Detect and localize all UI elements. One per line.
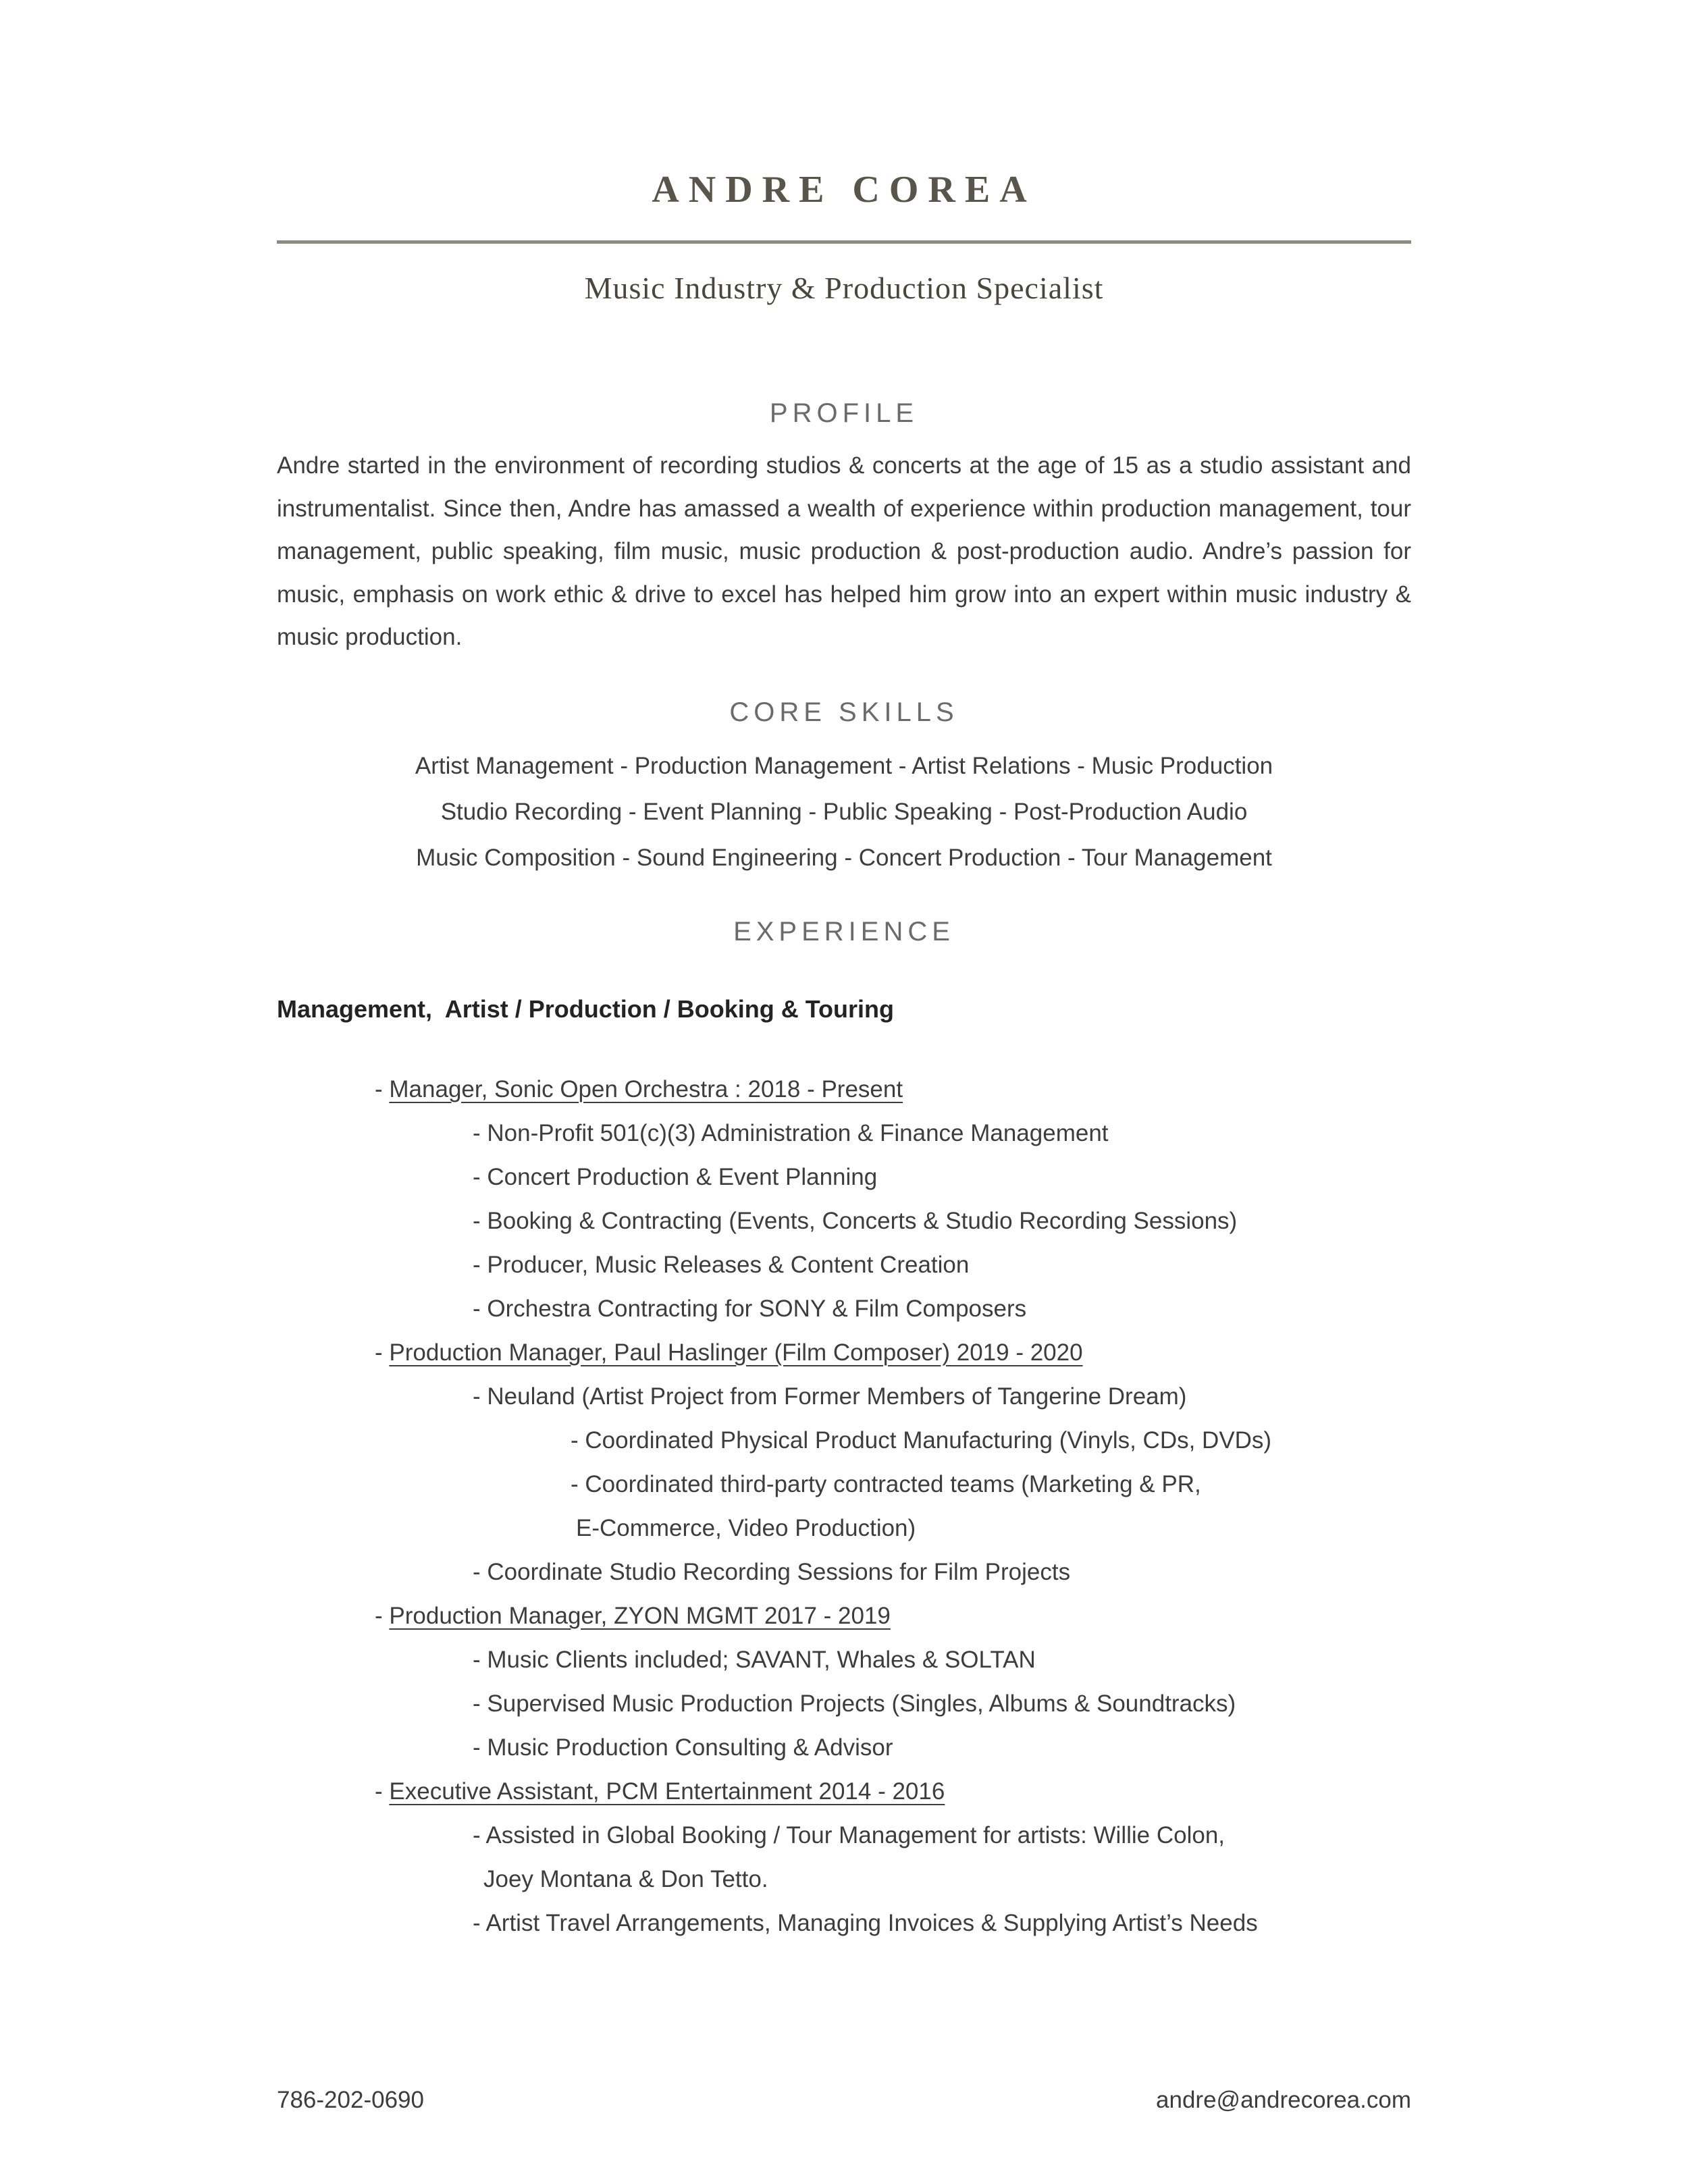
job-bullet: - Booking & Contracting (Events, Concerts & Studio Recording Sessions) <box>473 1207 1238 1234</box>
job-bullet: - Coordinate Studio Recording Sessions for Film Projects <box>473 1558 1071 1585</box>
job-bullet: - Concert Production & Event Planning <box>473 1163 878 1190</box>
job-title <box>277 1067 1411 1111</box>
job-bullet-continuation: Joey Montana & Don Tetto. <box>483 1865 768 1892</box>
job-title-text: Executive Assistant, PCM Entertainment 2014 - 2016 <box>389 1778 945 1805</box>
job-bullet: - Producer, Music Releases & Content Creation <box>473 1251 970 1278</box>
job-sub-bullet: - Coordinated Physical Product Manufacturing (Vinyls, CDs, DVDs) <box>571 1427 1272 1454</box>
core-skills-heading: CORE SKILLS <box>729 697 959 727</box>
job-title-text: Production Manager, ZYON MGMT 2017 - 2019 <box>389 1602 891 1629</box>
email-address: andre@andrecorea.com <box>1156 2087 1411 2113</box>
skill-line: Artist Management - Production Management - Artist Relations - Music Production <box>415 752 1273 779</box>
header-divider <box>277 240 1411 244</box>
experience-heading: EXPERIENCE <box>733 916 955 947</box>
job-bullet: - Music Production Consulting & Advisor <box>473 1734 893 1761</box>
resume-content <box>0 166 1688 1945</box>
phone-number: 786-202-0690 <box>277 2087 424 2113</box>
job-title-text: Manager, Sonic Open Orchestra : 2018 - Present <box>389 1075 903 1102</box>
job-title <box>277 1594 1411 1638</box>
bullet-dash: - <box>375 1778 383 1805</box>
profile-heading: PROFILE <box>769 398 919 428</box>
skill-line: Studio Recording - Event Planning - Public Speaking - Post-Production Audio <box>440 798 1248 825</box>
job-bullet: - Assisted in Global Booking / Tour Management for artists: Willie Colon, <box>473 1821 1225 1848</box>
skill-line: Music Composition - Sound Engineering - Concert Production - Tour Management <box>416 844 1272 871</box>
job-sub-bullet: - Coordinated third-party contracted teams (Marketing & PR, <box>571 1470 1201 1497</box>
bullet-dash: - <box>375 1602 383 1629</box>
subtitle: Music Industry & Production Specialist <box>584 271 1104 305</box>
experience-list <box>277 1067 1411 1945</box>
job-title <box>277 1769 1411 1813</box>
job-title-text: Production Manager, Paul Haslinger (Film Composer) 2019 - 2020 <box>389 1339 1083 1366</box>
core-skills-list <box>277 743 1411 881</box>
job-bullet: - Music Clients included; SAVANT, Whales & SOLTAN <box>473 1646 1036 1673</box>
experience-category: Management, Artist / Production / Booking & Touring <box>277 994 894 1023</box>
job-title <box>277 1331 1411 1375</box>
job-bullet: - Supervised Music Production Projects (Singles, Albums & Soundtracks) <box>473 1690 1236 1717</box>
job-bullet: - Artist Travel Arrangements, Managing Invoices & Supplying Artist’s Needs <box>473 1909 1258 1936</box>
job-bullet: - Non-Profit 501(c)(3) Administration & Finance Management <box>473 1119 1109 1146</box>
job-bullet: - Neuland (Artist Project from Former Members of Tangerine Dream) <box>473 1383 1187 1410</box>
job-sub-bullet-continuation: E-Commerce, Video Production) <box>576 1514 916 1541</box>
footer <box>277 2084 1411 2116</box>
bullet-dash: - <box>375 1339 383 1366</box>
profile-text: Andre started in the environment of recording studios & concerts at the age of 15 as a studio assistant and instrumentalist. Since then, Andre has amassed a wealth of experience within production management, tour management, public speaking, film music, music production & post-production audio. Andre’s passion for music, emphasis on work ethic & drive to excel has helped him grow into an expert within music industry & music production. <box>277 452 1411 650</box>
job-bullet: - Orchestra Contracting for SONY & Film Composers <box>473 1295 1027 1322</box>
bullet-dash: - <box>375 1075 383 1102</box>
page-title: ANDRE COREA <box>652 169 1036 211</box>
